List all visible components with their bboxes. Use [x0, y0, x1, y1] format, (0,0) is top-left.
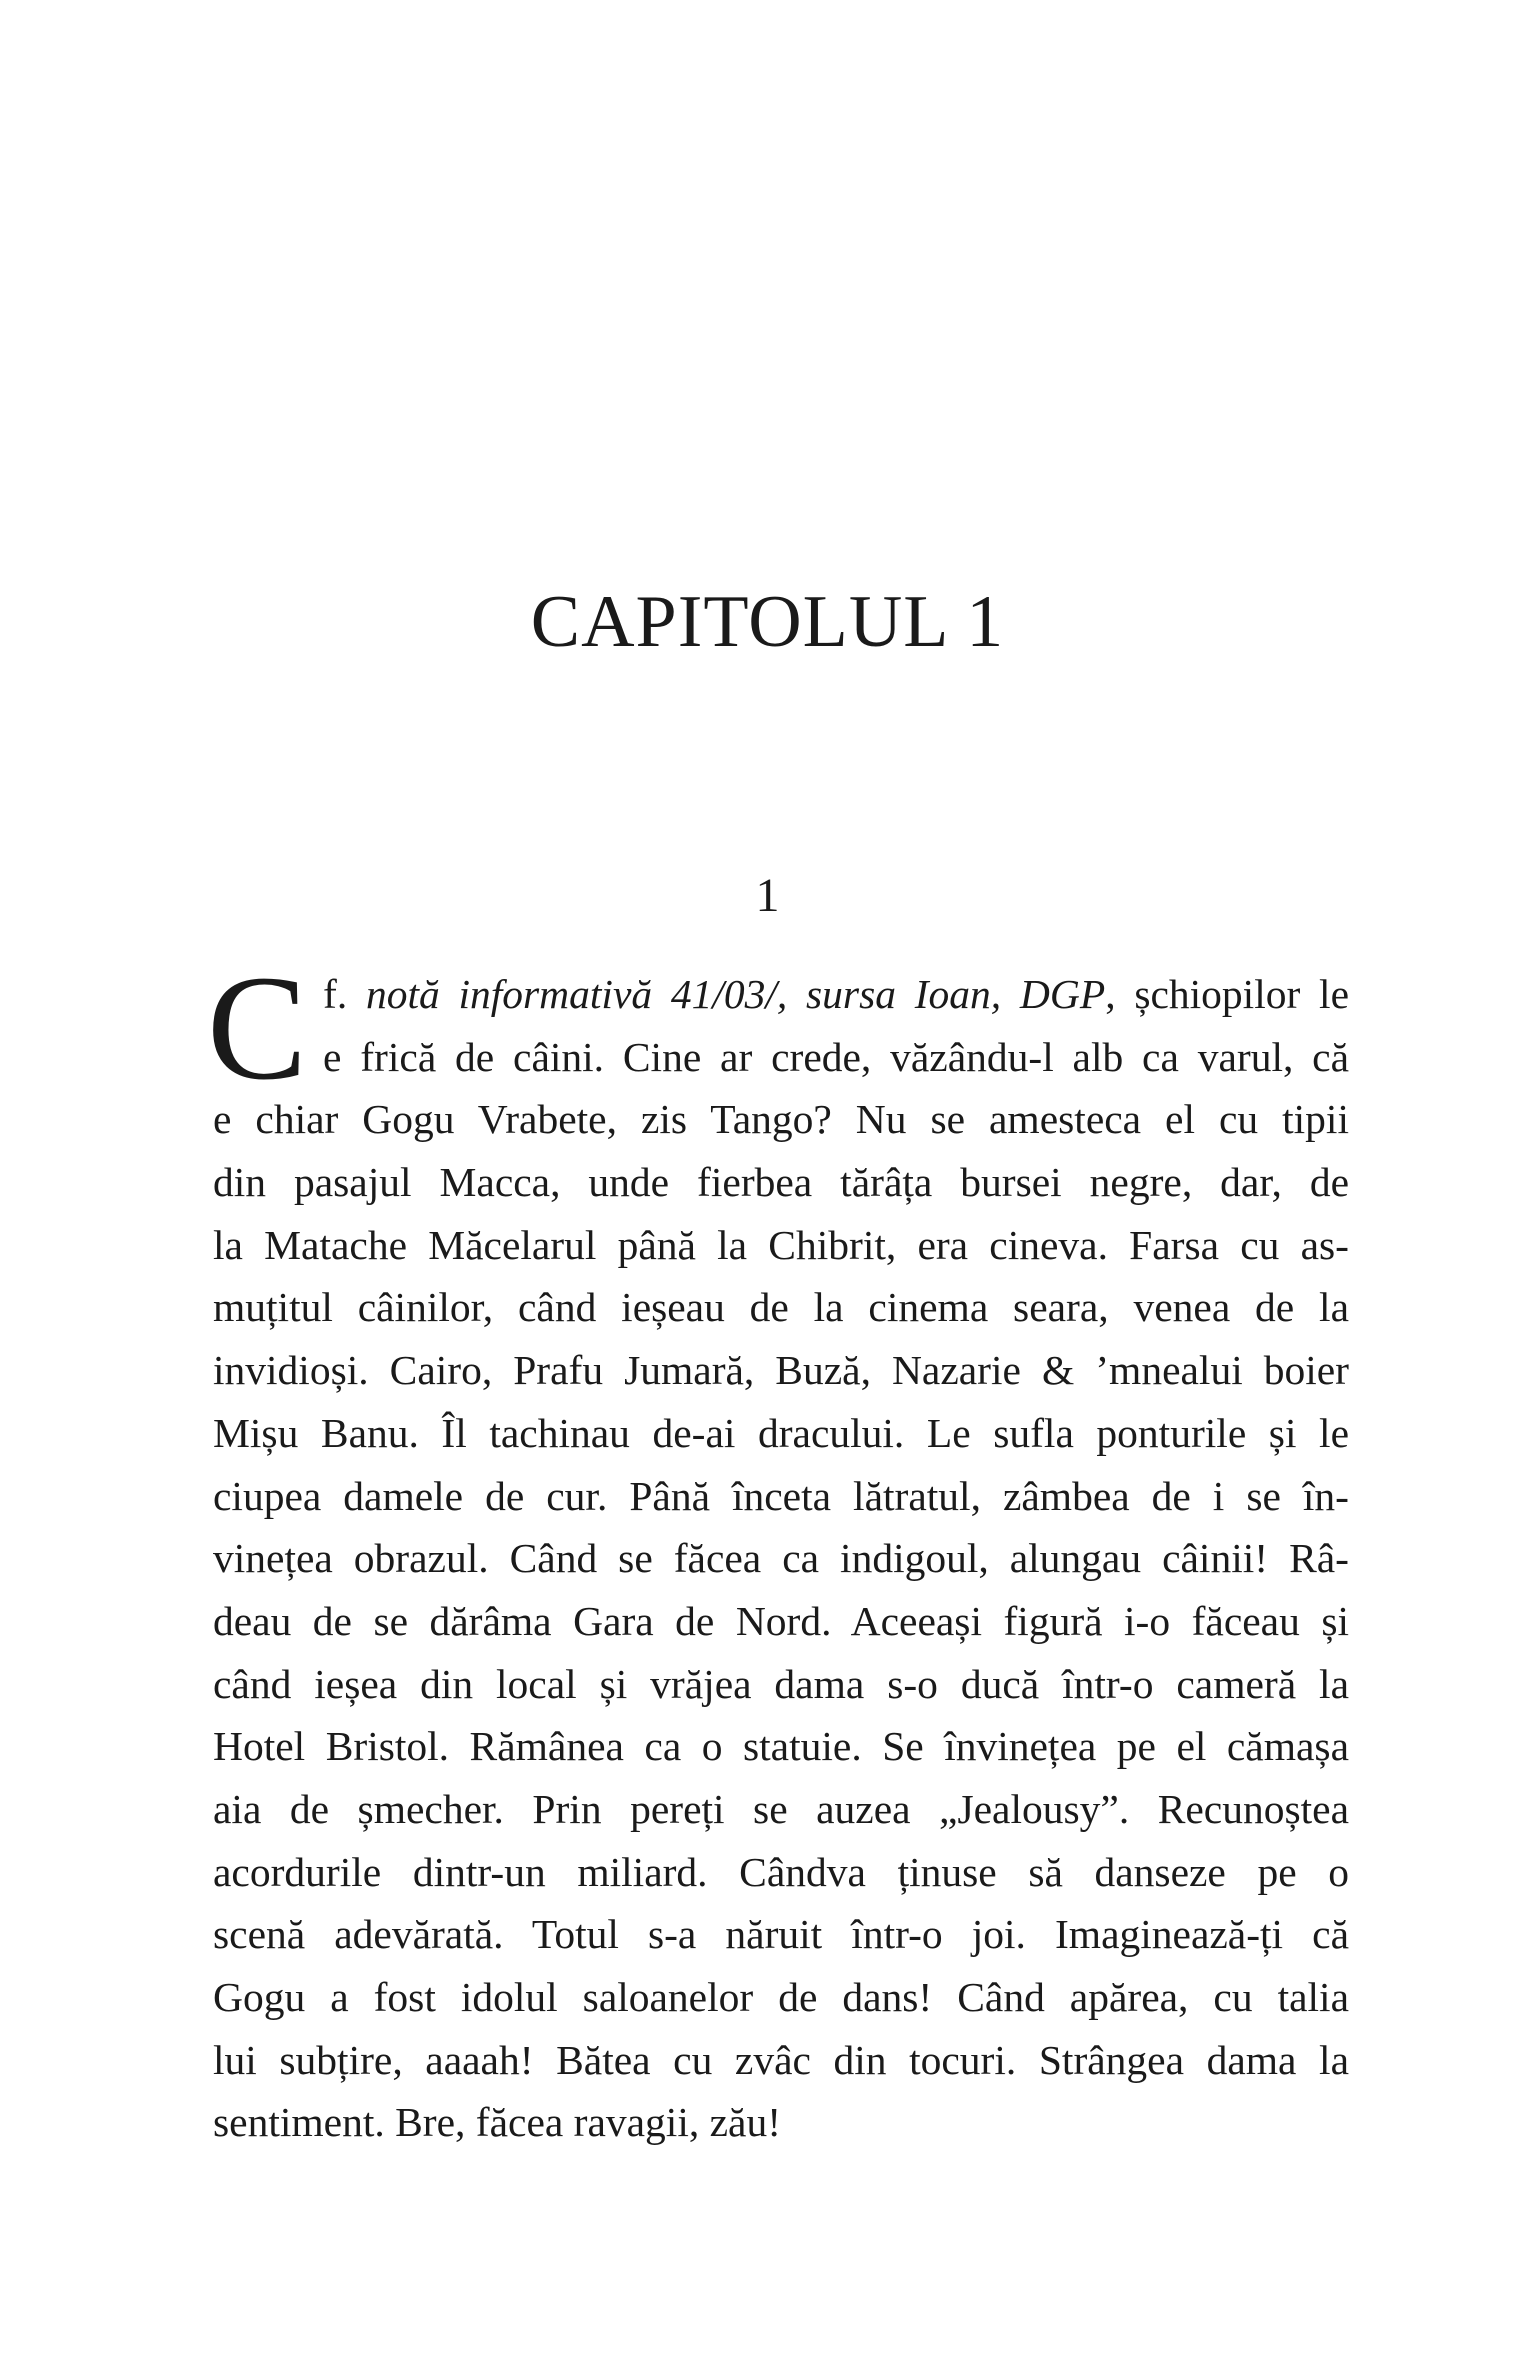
text-run: , șchiopilor le: [1105, 971, 1349, 1017]
text-line: scenă adevărată. Totul s-a năruit într-o joi. Imaginează-ți că: [213, 1911, 1349, 1958]
text-line: acordurile dintr-un miliard. Cândva ținuse să danseze pe o: [213, 1848, 1349, 1895]
section-number: 1: [755, 869, 780, 922]
text-line: din pasajul Macca, unde fierbea tărâța bursei negre, dar, de: [213, 1159, 1349, 1206]
text-line: e frică de câini. Cine ar crede, văzându-l alb ca varul, că: [323, 1033, 1349, 1080]
text-line: sentiment. Bre, făcea ravagii, zău!: [213, 2099, 782, 2146]
text-line: Hotel Bristol. Rămânea ca o statuie. Se învinețea pe el cămașa: [213, 1723, 1349, 1770]
text-run: f.: [323, 971, 366, 1017]
text-line: deau de se dărâma Gara de Nord. Aceeași figură i-o făceau și: [213, 1597, 1349, 1644]
text-line: invidioși. Cairo, Prafu Jumară, Buză, Nazarie & ’mnealui boier: [213, 1347, 1349, 1394]
text-line: când ieșea din local și vrăjea dama s-o ducă într-o cameră la: [213, 1660, 1349, 1707]
text-line: [213, 963, 1349, 1026]
body-paragraph: [207, 945, 1349, 2154]
text-line: aia de șmecher. Prin pereți se auzea „Jealousy”. Recunoștea: [213, 1785, 1349, 1832]
text-line: lui subțire, aaaah! Bătea cu zvâc din tocuri. Strângea dama la: [213, 2036, 1349, 2083]
text-line: la Matache Măcelarul până la Chibrit, era cineva. Farsa cu as-: [213, 1221, 1349, 1268]
text-line: vinețea obrazul. Când se făcea ca indigoul, alungau câinii! Râ-: [213, 1535, 1349, 1582]
chapter-title: CAPITOLUL 1: [530, 581, 1005, 663]
italic-text-run: notă informativă 41/03/, sursa Ioan, DGP: [365, 971, 1106, 1017]
text-line: ciupea damele de cur. Până înceta lătratul, zâmbea de i se în-: [213, 1472, 1349, 1519]
text-line: Mișu Banu. Îl tachinau de-ai dracului. Le sufla ponturile și le: [213, 1409, 1349, 1456]
text-line: e chiar Gogu Vrabete, zis Tango? Nu se amesteca el cu tipii: [213, 1096, 1349, 1143]
text-line: muțitul câinilor, când ieșeau de la cinema seara, venea de la: [213, 1284, 1349, 1331]
drop-cap: C: [207, 945, 308, 1111]
text-line: Gogu a fost idolul saloanelor de dans! Când apărea, cu talia: [213, 1974, 1349, 2020]
